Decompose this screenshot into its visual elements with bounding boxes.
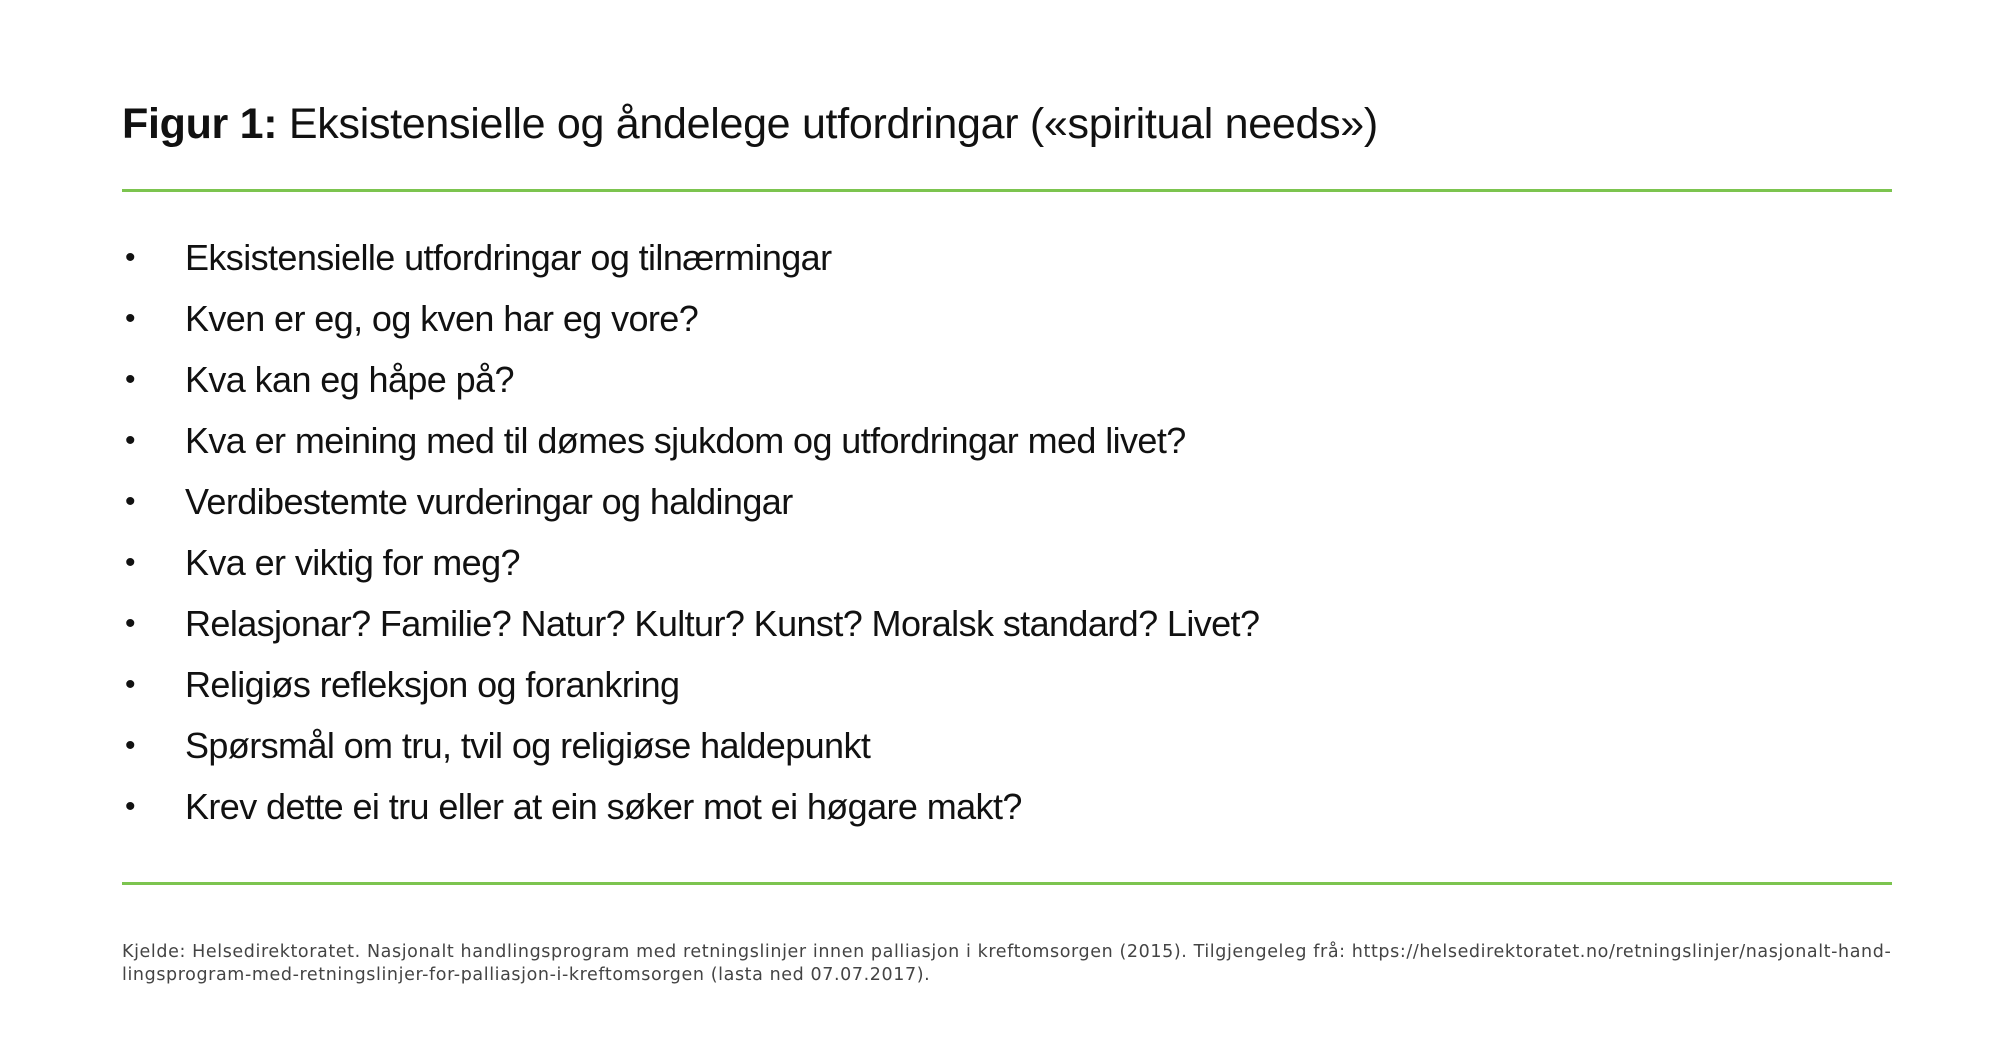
top-divider: [122, 189, 1892, 192]
bottom-divider: [122, 882, 1892, 885]
bullet-icon: •: [125, 240, 135, 274]
list-item-text: Relasjonar? Familie? Natur? Kultur? Kunst? Moralsk standard? Livet?: [185, 602, 1260, 644]
bullet-icon: •: [125, 728, 135, 762]
bullet-icon: •: [125, 667, 135, 701]
list-item: [122, 288, 1259, 349]
list-item: [122, 471, 1259, 532]
list-item: [122, 410, 1259, 471]
bullet-icon: •: [125, 301, 135, 335]
list-item-text: Kven er eg, og kven har eg vore?: [185, 297, 699, 339]
list-item-text: Religiøs refleksjon og forankring: [185, 663, 680, 705]
bullet-list: [122, 227, 1259, 837]
list-item-text: Krev dette ei tru eller at ein søker mot ei høgare makt?: [185, 785, 1022, 827]
source-line-2: lingsprogram-med-retningslinjer-for-palliasjon-i-kreftomsorgen (lasta ned 07.07.2017).: [122, 965, 931, 985]
list-item: [122, 349, 1259, 410]
bullet-icon: •: [125, 545, 135, 579]
figure-title-text: Eksistensielle og åndelege utfordringar («spiritual needs»): [288, 100, 1378, 148]
bullet-icon: •: [125, 484, 135, 518]
list-item-text: Kva kan eg håpe på?: [185, 358, 514, 400]
list-item-text: Verdibestemte vurderingar og haldingar: [185, 480, 793, 522]
bullet-icon: •: [125, 423, 135, 457]
list-item: [122, 532, 1259, 593]
list-item: [122, 776, 1259, 837]
figure-label: Figur 1:: [122, 100, 278, 148]
list-item-text: Kva er meining med til dømes sjukdom og utfordringar med livet?: [185, 419, 1186, 461]
list-item: [122, 593, 1259, 654]
source-note: [122, 941, 1922, 987]
bullet-icon: •: [125, 606, 135, 640]
list-item-text: Spørsmål om tru, tvil og religiøse haldepunkt: [185, 724, 871, 766]
list-item-text: Eksistensielle utfordringar og tilnærmingar: [185, 236, 832, 278]
bullet-icon: •: [125, 362, 135, 396]
list-item: [122, 654, 1259, 715]
source-line-1: Kjelde: Helsedirektoratet. Nasjonalt handlingsprogram med retningslinjer innen palliasjon i kreftomsorgen (2015). Tilgjengeleg frå: https://helsedirektoratet.no/retningslinjer/nasjonalt-hand-: [122, 942, 1892, 962]
bullet-icon: •: [125, 789, 135, 823]
figure-title: [122, 100, 1378, 149]
list-item: [122, 715, 1259, 776]
list-item: [122, 227, 1259, 288]
list-item-text: Kva er viktig for meg?: [185, 541, 520, 583]
